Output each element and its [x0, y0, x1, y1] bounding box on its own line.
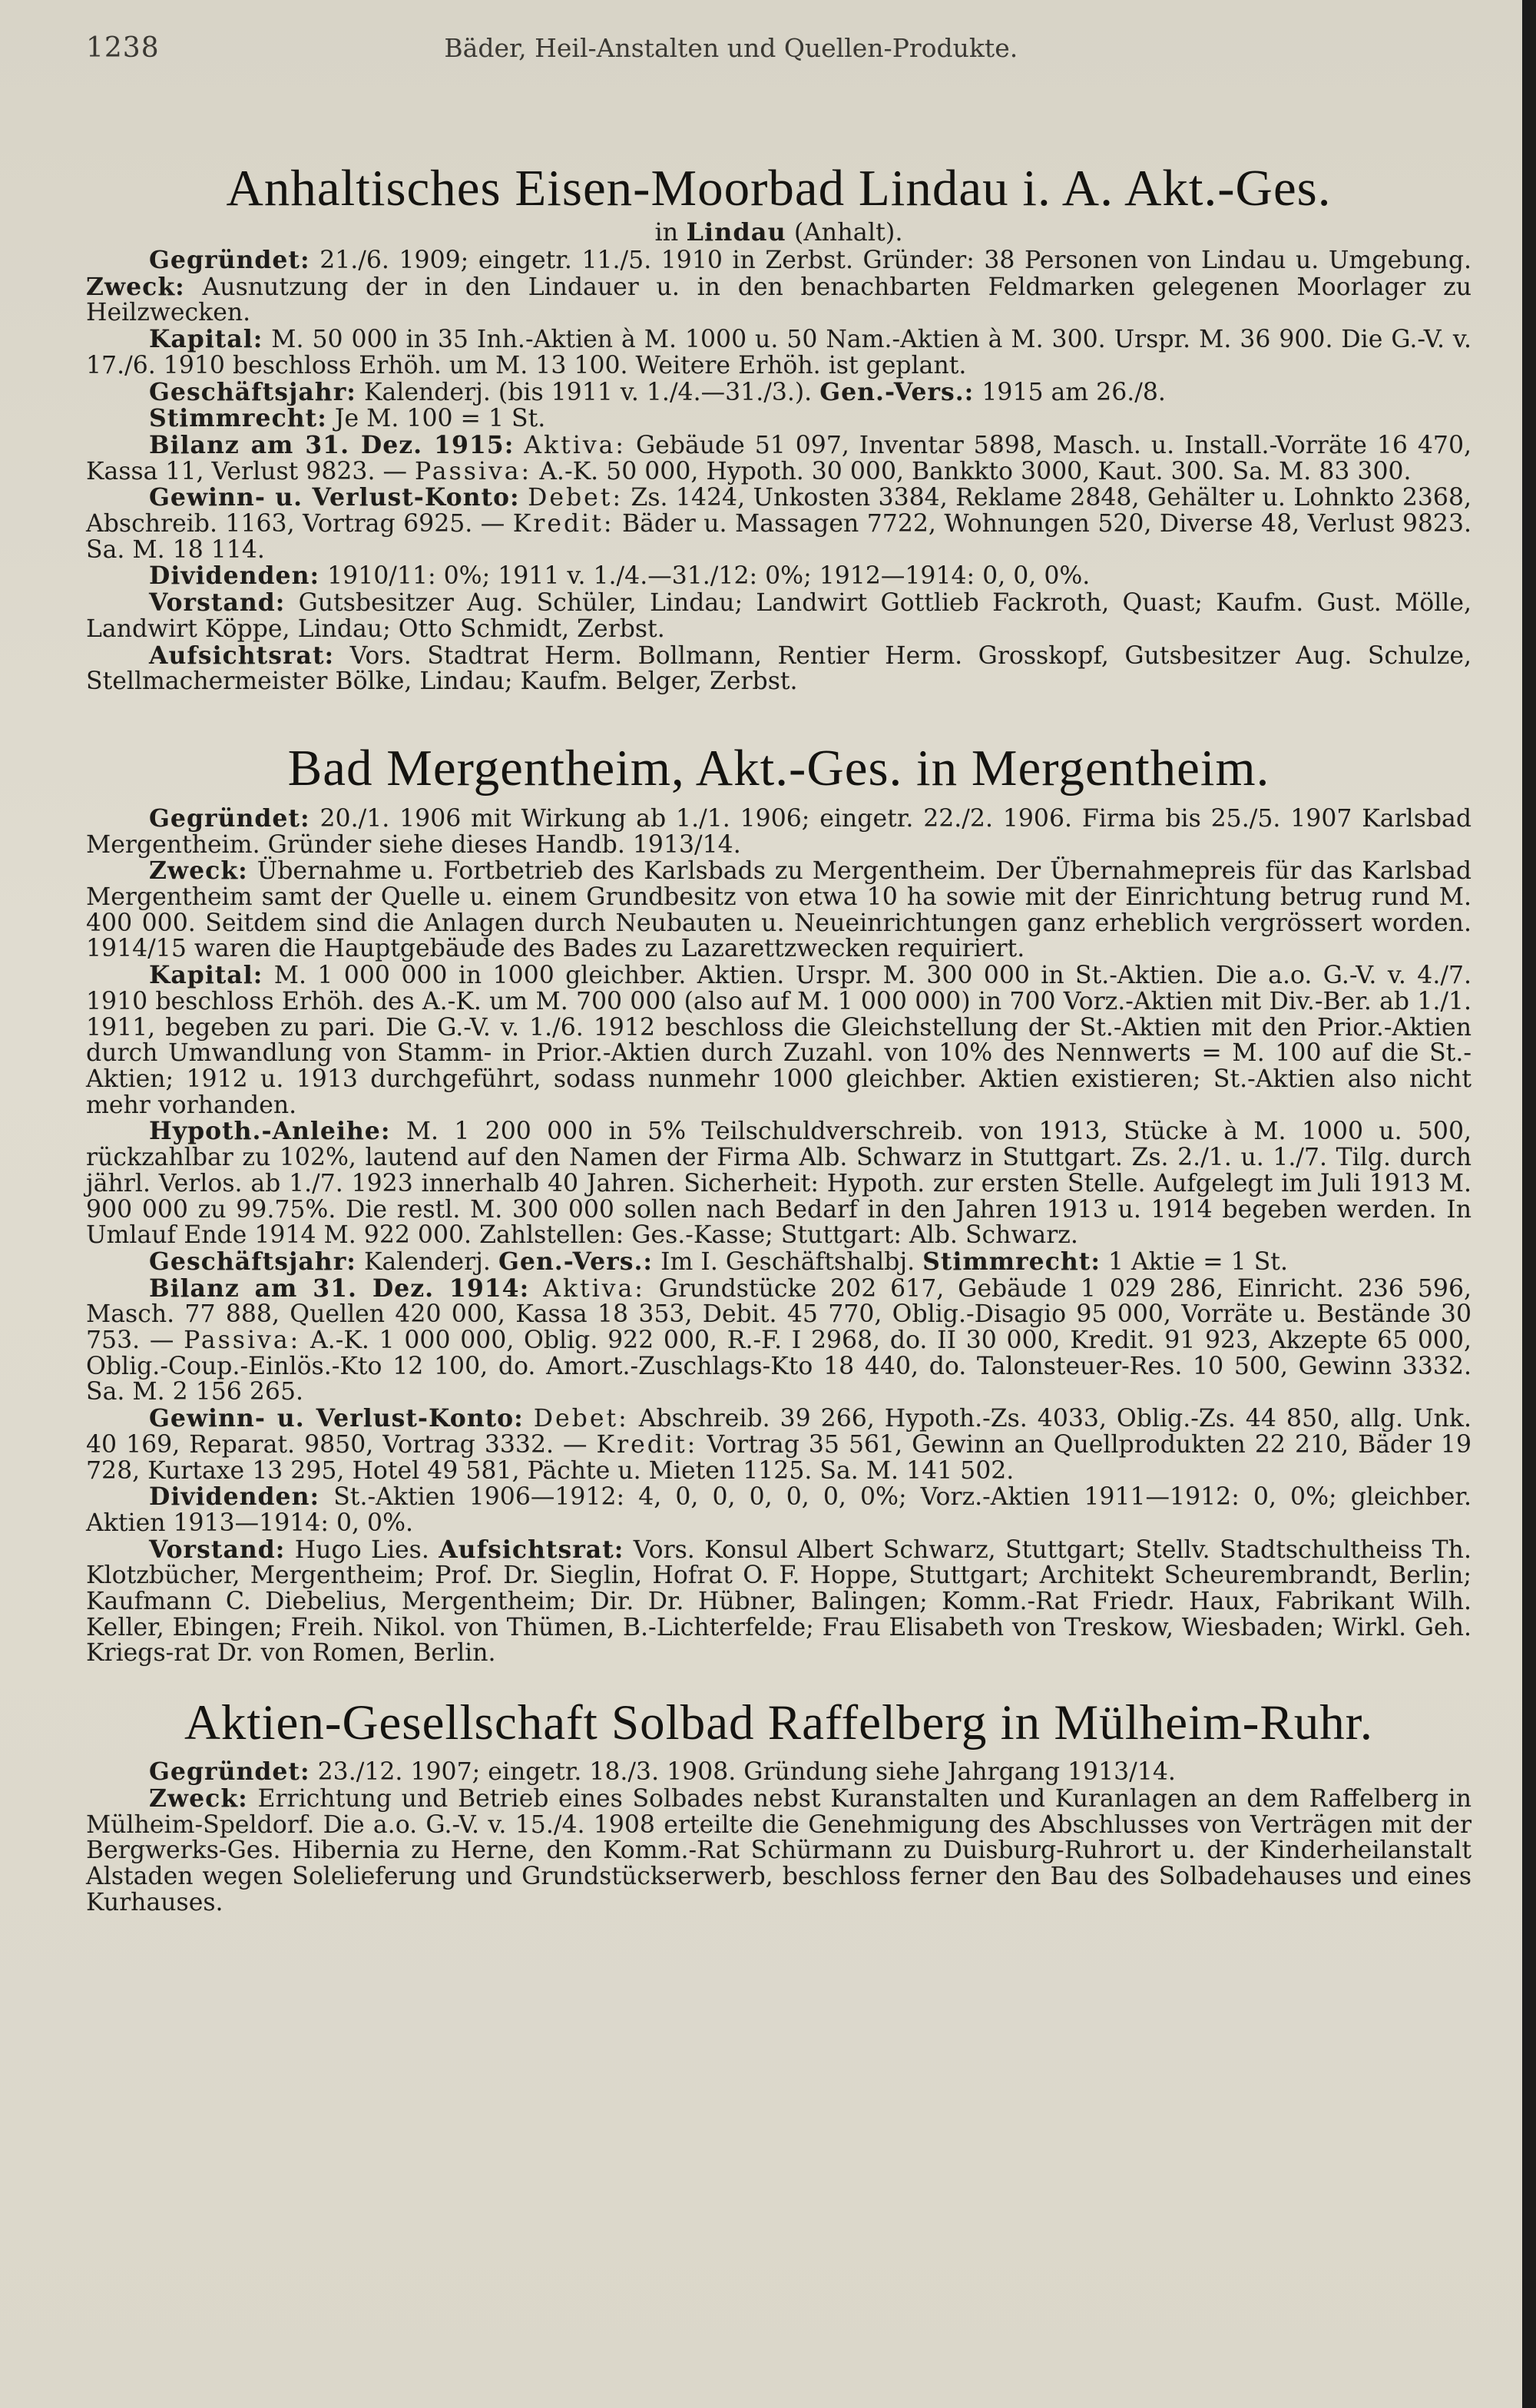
field-text: A.-K. 50 000, Hypoth. 30 000, Bankkto 3000, Kaut. 300. Sa. M. 83 300.	[539, 457, 1412, 485]
paragraph-kapital	[86, 962, 1471, 1118]
field-label: Dividenden:	[149, 561, 320, 591]
running-title: Bäder, Heil-Anstalten und Quellen-Produkte.	[444, 33, 1018, 63]
field-label: Vorstand:	[149, 588, 286, 618]
paragraph-gewinn-verlust	[86, 485, 1471, 563]
running-header	[86, 32, 1471, 75]
field-text: Bäder u. Massagen 7722, Wohnungen 520, Diverse 48, Verlust 9823. Sa. M. 18 114.	[86, 510, 1472, 564]
field-label: Aufsichtsrat:	[439, 1535, 624, 1564]
field-label: Zweck:	[149, 856, 248, 886]
field-text: Hugo Lies.	[294, 1535, 429, 1564]
field-text: M. 50 000 in 35 Inh.-Aktien à M. 1000 u. 50 Nam.-Aktien à M. 300. Urspr. M. 36 900. Die G.-V. v. 17./6. 1910 beschloss Erhöh. um M. 13 100. Weitere Erhöh. ist geplant.	[86, 326, 1471, 379]
field-sublabel: Debet:	[528, 484, 624, 512]
field-sublabel: Kredit:	[512, 510, 614, 538]
company-location	[86, 217, 1471, 247]
field-text: Je M. 100 = 1 St.	[334, 405, 546, 433]
field-label: Kapital:	[149, 961, 263, 990]
field-label: Hypoth.-Anleihe:	[149, 1117, 391, 1146]
field-text: Zs. 1424, Unkosten 3384, Reklame 2848, Gehälter u. Lohnkto 2368, Abschreib. 1163, Vortrag 6925. —	[86, 484, 1472, 538]
field-text: 1 Aktie = 1 St.	[1107, 1247, 1288, 1276]
company-title: Anhaltisches Eisen-Moorbad Lindau i. A. Akt.-Ges.	[226, 160, 1332, 217]
field-text: M. 1 000 000 in 1000 gleichber. Aktien. Urspr. M. 300 000 in St.-Aktien. Die a.o. G.-V. v. 4./7. 1910 beschloss Erhöh. des A.-K. um M. 700 000 (also auf M. 1 000 000) in 700 Vorz.-Aktien mit Div.-Ber. ab 1./1. 1911, begeben zu pari. Die G.-V. v. 1./6. 1912 beschloss die Gleichstellung der St.-Aktien mit den Prior.-Aktien durch Umwandlung von Stamm- in Prior.-Aktien durch Zuzahl. von 10% des Nennwerts = M. 100 auf die St.-Aktien; 1912 u. 1913 durchgeführt, sodass nunmehr 1000 gleichber. Aktien existieren; St.-Aktien also nicht mehr vorhanden.	[86, 962, 1472, 1119]
paragraph-gegruendet	[86, 803, 1471, 859]
paragraph-bilanz	[86, 1276, 1471, 1406]
field-text: Gutsbesitzer Aug. Schüler, Lindau; Landwirt Gottlieb Fackroth, Quast; Kaufm. Gust. Mölle, Landwirt Köppe, Lindau; Otto Schmidt, Zerbst.	[86, 589, 1471, 643]
paragraph-gegruendet	[86, 1759, 1471, 1786]
field-sublabel: Debet:	[533, 1405, 629, 1433]
field-label: Gegründet:	[149, 246, 310, 274]
page-edge-shadow	[1522, 0, 1536, 2408]
field-text: A.-K. 1 000 000, Oblig. 922 000, R.-F. I 2968, do. II 30 000, Kredit. 91 923, Akzepte 65 000, Oblig.-Coup.-Einlös.-Kto 12 100, do. Amort.-Zuschlags-Kto 18 440, do. Talonsteuer-Res. 10 500, Gewinn 3332. Sa. M. 2 156 265.	[86, 1327, 1472, 1406]
field-text: Vors. Stadtrat Herm. Bollmann, Rentier Herm. Grosskopf, Gutsbesitzer Aug. Schulze, Stellmachermeister Bölke, Lindau; Kaufm. Belger, Zerbst.	[86, 641, 1471, 696]
field-text: St.-Aktien 1906—1912: 4, 0, 0, 0, 0, 0, 0%; Vorz.-Aktien 1911—1912: 0, 0%; gleichber. Aktien 1913—1914: 0, 0%.	[86, 1483, 1472, 1537]
company-title: Bad Mergentheim, Akt.-Ges. in Mergentheim.	[287, 739, 1270, 797]
paragraph-geschaeftsjahr	[86, 1249, 1471, 1276]
paragraph-kapital	[86, 326, 1471, 379]
page-number: 1238	[86, 32, 160, 64]
company-title: Aktien-Gesellschaft Solbad Raffelberg in Mülheim-Ruhr.	[184, 1695, 1374, 1751]
location-city: Lindau	[686, 217, 786, 247]
field-text: Vors. Konsul Albert Schwarz, Stuttgart; Stellv. Stadtschultheiss Th. Klotzbücher, Mergentheim; Prof. Dr. Sieglin, Hofrat O. F. Hoppe, Stuttgart; Architekt Scheurembrandt, Berlin; Kaufmann C. Diebelius, Mergentheim; Dir. Dr. Hübner, Balingen; Komm.-Rat Friedr. Haux, Fabrikant Wilh. Keller, Ebingen; Freih. Nikol. von Thümen, B.-Lichterfelde; Frau Elisabeth von Treskow, Wiesbaden; Wirkl. Geh. Kriegs-rat Dr. von Romen, Berlin.	[86, 1535, 1471, 1668]
field-sublabel: Passiva:	[415, 457, 532, 485]
field-text: Übernahme u. Fortbetrieb des Karlsbads zu Mergentheim. Der Übernahmepreis für das Karlsbad Mergentheim samt der Quelle u. einem Grundbesitz von etwa 10 ha sowie mit der Einrichtung betrug rund M. 400 000. Seitdem sind die Anlagen durch Neubauten u. Neueinrichtungen ganz erheblich vergrössert worden. 1914/15 waren die Hauptgebäude des Bades zu Lazarettzwecken requiriert.	[86, 857, 1472, 963]
field-sublabel: Aktiva:	[524, 431, 627, 459]
field-text: M. 1 200 000 in 5% Teilschuldverschreib. von 1913, Stücke à M. 1000 u. 500, rückzahlbar zu 102%, lautend auf den Namen der Firma Alb. Schwarz in Stuttgart. Zs. 2./1. u. 1./7. Tilg. durch jährl. Verlos. ab 1./7. 1923 innerhalb 40 Jahren. Sicherheit: Hypoth. zur ersten Stelle. Aufgelegt im Juli 1913 M. 900 000 zu 99.75%. Die restl. M. 300 000 sollen nach Bedarf in den Jahren 1913 u. 1914 begeben werden. In Umlauf Ende 1914 M. 922 000. Zahlstellen: Ges.-Kasse; Stuttgart: Alb. Schwarz.	[86, 1118, 1472, 1250]
paragraph-gewinn-verlust	[86, 1406, 1471, 1484]
field-sublabel: Aktiva:	[543, 1274, 645, 1303]
paragraph-geschaeftsjahr	[86, 379, 1471, 406]
field-text: Im I. Geschäftshalbj.	[660, 1247, 915, 1276]
company-entry-mergentheim	[86, 740, 1471, 1667]
field-text: Errichtung und Betrieb eines Solbades nebst Kuranstalten und Kuranlagen an dem Raffelberg in Mülheim-Speldorf. Die a.o. G.-V. v. 15./4. 1908 erteilte die Genehmigung des Abschlusses von Verträgen mit der Bergwerks-Ges. Hibernia zu Herne, den Komm.-Rat Schürmann zu Duisburg-Ruhrort u. der Kinderheilanstalt Alstaden wegen Solelieferung und Grundstückserwerb, beschloss ferner den Bau des Solbadehauses und eines Kurhauses.	[86, 1784, 1471, 1916]
location-prefix: in	[654, 217, 679, 247]
paragraph-hypoth-anleihe	[86, 1118, 1471, 1249]
field-text: Grundstücke 202 617, Gebäude 1 029 286, Einricht. 236 596, Masch. 77 888, Quellen 420 000, Kassa 18 353, Debit. 45 770, Oblig.-Disagio 95 000, Vorräte u. Bestände 30 753. —	[86, 1274, 1472, 1355]
field-label: Stimmrecht:	[149, 404, 327, 433]
field-text: 20./1. 1906 mit Wirkung ab 1./1. 1906; eingetr. 22./2. 1906. Firma bis 25./5. 1907 Karlsbad Mergentheim. Gründer siehe dieses Handb. 1913/14.	[86, 804, 1471, 859]
field-text: Kalenderj.	[363, 1247, 491, 1276]
field-text: Gebäude 51 097, Inventar 5898, Masch. u. Install.-Vorräte 16 470, Kassa 11, Verlust 9823. —	[86, 431, 1472, 485]
field-text: 1915 am 26./8.	[982, 378, 1166, 406]
field-text: 1910/11: 0%; 1911 v. 1./4.—31./12: 0%; 1912—1914: 0, 0, 0%.	[327, 562, 1091, 591]
field-label: Geschäftsjahr:	[149, 377, 356, 406]
field-text: Ausnutzung der in den Lindauer u. in den benachbarten Feldmarken gelegenen Moorlager zu Heilzwecken.	[86, 273, 1471, 327]
field-text: Kalenderj. (bis 1911 v. 1./4.—31./3.).	[363, 378, 813, 406]
field-sublabel: Passiva:	[184, 1327, 301, 1355]
company-entry-lindau	[86, 160, 1471, 695]
location-suffix: (Anhalt).	[793, 217, 903, 247]
field-label: Gewinn- u. Verlust-Konto:	[149, 483, 520, 512]
company-entry-raffelberg	[86, 1694, 1471, 1916]
paragraph-bilanz	[86, 432, 1471, 485]
field-label: Geschäftsjahr:	[149, 1247, 356, 1276]
field-text: Abschreib. 39 266, Hypoth.-Zs. 4033, Oblig.-Zs. 44 850, allg. Unk. 40 169, Reparat. 9850, Vortrag 3332. —	[86, 1405, 1472, 1459]
field-label: Zweck:	[86, 272, 185, 301]
paragraph-vorstand-aufsichtsrat	[86, 1537, 1471, 1668]
field-sublabel: Kredit:	[596, 1430, 698, 1459]
field-label: Gen.-Vers.:	[498, 1247, 654, 1276]
paragraph-dividenden	[86, 1484, 1471, 1536]
field-label: Aufsichtsrat:	[149, 641, 335, 670]
field-text: Vortrag 35 561, Gewinn an Quellprodukten 22 210, Bäder 19 728, Kurtaxe 13 295, Hotel 49 581, Pächte u. Mieten 1125. Sa. M. 141 502.	[86, 1430, 1471, 1485]
paragraph-zweck	[86, 858, 1471, 962]
field-label: Dividenden:	[149, 1482, 320, 1512]
field-label: Gen.-Vers.:	[819, 377, 975, 406]
paragraph-zweck	[86, 1786, 1471, 1916]
field-label: Bilanz am 31. Dez. 1914:	[149, 1274, 530, 1303]
paragraph-vorstand	[86, 590, 1471, 642]
field-label: Gegründet:	[149, 1757, 310, 1787]
field-label: Gewinn- u. Verlust-Konto:	[149, 1404, 524, 1433]
field-text: 23./12. 1907; eingetr. 18./3. 1908. Gründung siehe Jahrgang 1913/14.	[317, 1758, 1176, 1787]
paragraph-stimmrecht	[86, 406, 1471, 432]
field-label: Gegründet:	[149, 803, 310, 833]
paragraph-aufsichtsrat	[86, 643, 1471, 695]
field-label: Vorstand:	[149, 1535, 286, 1564]
field-label: Bilanz am 31. Dez. 1915:	[149, 430, 515, 459]
field-label: Stimmrecht:	[922, 1247, 1101, 1276]
field-label: Kapital:	[149, 325, 263, 354]
field-label: Zweck:	[149, 1784, 248, 1813]
field-text: 21./6. 1909; eingetr. 11./5. 1910 in Zerbst. Gründer: 38 Personen von Lindau u. Umgebung.	[319, 247, 1472, 274]
paragraph-gegruendet	[86, 247, 1471, 326]
paragraph-dividenden	[86, 563, 1471, 590]
